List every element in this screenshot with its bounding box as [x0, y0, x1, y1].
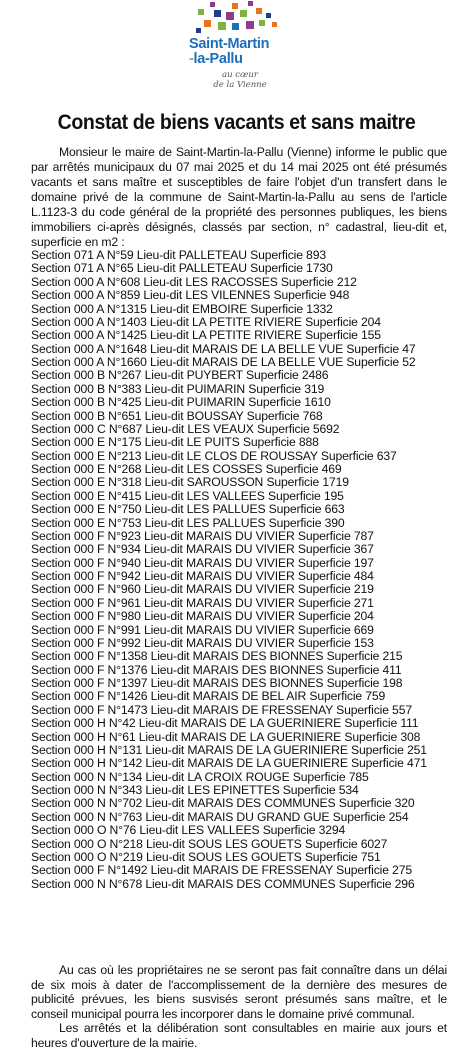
parcel-item: Section 000 B N°383 Lieu-dit PUIMARIN Superficie 319 — [31, 381, 325, 396]
parcel-item: Section 000 E N°753 Lieu-dit LES PALLUES Superficie 390 — [31, 515, 345, 530]
parcel-item: Section 000 F N°960 Lieu-dit MARAIS DU VIVIER Superficie 219 — [31, 582, 374, 597]
parcel-item: Section 000 F N°980 Lieu-dit MARAIS DU VIVIER Superficie 204 — [31, 609, 374, 624]
parcel-item: Section 000 E N°318 Lieu-dit SAROUSSON Superficie 1719 — [31, 475, 349, 490]
parcel-item: Section 000 F N°1426 Lieu-dit MARAIS DE BEL AIR Superficie 759 — [31, 689, 386, 704]
logo-line-2-text: la-Pallu — [193, 51, 243, 67]
parcel-item: Section 000 B N°425 Lieu-dit PUIMARIN Superficie 1610 — [31, 395, 331, 410]
intro-paragraph: Monsieur le maire de Saint-Martin-la-Pallu (Vienne) informe le public que par arrêtés municipaux du 07 mai 2025 et du 14 mai 2025 ont été présumés vacants et sans maître et susceptibles de faire l'objet d'un transfert dans le domaine privé de la commune de Saint-Martin-la-Pallu au sens de l'article L.1123-3 du code général de la propriété des personnes publiques, les biens immobiliers ci-après désignés, classés par section, n° cadastral, lieu-dit et, superficie en m2 : — [31, 145, 447, 249]
parcel-item: Section 000 F N°992 Lieu-dit MARAIS DU VIVIER Superficie 153 — [31, 635, 374, 650]
closing-paragraph-2: Les arrêtés et la délibération sont consultables en mairie aux jours et heures d'ouverture de la mairie. — [31, 1021, 447, 1050]
logo-tagline-1: au cœur — [222, 70, 258, 80]
parcel-item: Section 000 H N°142 Lieu-dit MARAIS DE LA GUERINIERE Superficie 471 — [31, 756, 427, 771]
parcel-item: Section 000 H N°131 Lieu-dit MARAIS DE LA GUERINIERE Superficie 251 — [31, 742, 427, 757]
logo-tagline-2: de la Vienne — [213, 80, 267, 90]
parcel-item: Section 000 F N°1473 Lieu-dit MARAIS DE FRESSENAY Superficie 557 — [31, 702, 412, 717]
parcel-item: Section 000 F N°923 Lieu-dit MARAIS DU VIVIER Superficie 787 — [31, 528, 374, 543]
parcel-item: Section 000 C N°687 Lieu-dit LES VEAUX Superficie 5692 — [31, 421, 340, 436]
parcel-item: Section 000 F N°940 Lieu-dit MARAIS DU VIVIER Superficie 197 — [31, 555, 374, 570]
parcel-item: Section 000 E N°750 Lieu-dit LES PALLUES Superficie 663 — [31, 502, 345, 517]
parcel-item: Section 000 A N°1315 Lieu-dit EMBOIRE Superficie 1332 — [31, 301, 333, 316]
parcel-item: Section 000 A N°1648 Lieu-dit MARAIS DE LA BELLE VUE Superficie 47 — [31, 341, 416, 356]
parcel-item: Section 000 B N°651 Lieu-dit BOUSSAY Superficie 768 — [31, 408, 323, 423]
parcel-item: Section 000 F N°1492 Lieu-dit MARAIS DE FRESSENAY Superficie 275 — [31, 863, 412, 878]
parcel-item: Section 000 F N°1397 Lieu-dit MARAIS DES BIONNES Superficie 198 — [31, 676, 403, 690]
parcel-item: Section 000 F N°942 Lieu-dit MARAIS DU VIVIER Superficie 484 — [31, 569, 374, 583]
parcel-item: Section 000 N N°678 Lieu-dit MARAIS DES COMMUNES Superficie 296 — [31, 876, 415, 891]
parcel-item: Section 000 F N°961 Lieu-dit MARAIS DU VIVIER Superficie 271 — [31, 595, 374, 610]
parcel-item: Section 000 F N°991 Lieu-dit MARAIS DU VIVIER Superficie 669 — [31, 622, 374, 637]
parcel-list — [31, 249, 461, 891]
parcel-item: Section 000 A N°1403 Lieu-dit LA PETITE RIVIERE Superficie 204 — [31, 314, 381, 329]
parcel-item: Section 000 F N°934 Lieu-dit MARAIS DU VIVIER Superficie 367 — [31, 542, 374, 557]
parcel-item: Section 000 N N°134 Lieu-dit LA CROIX ROUGE Superficie 785 — [31, 769, 369, 784]
logo-tagline — [205, 70, 275, 90]
parcel-item: Section 000 E N°415 Lieu-dit LES VALLEES Superficie 195 — [31, 488, 344, 503]
parcel-item: Section 071 A N°59 Lieu-dit PALLETEAU Superficie 893 — [31, 248, 326, 262]
parcel-item: Section 000 N N°702 Lieu-dit MARAIS DES COMMUNES Superficie 320 — [31, 796, 415, 811]
parcel-item: Section 000 O N°218 Lieu-dit SOUS LES GOUETS Superficie 6027 — [31, 836, 388, 851]
logo — [0, 0, 473, 110]
parcel-item: Section 000 E N°213 Lieu-dit LE CLOS DE ROUSSAY Superficie 637 — [31, 448, 397, 463]
parcel-item: Section 000 A N°1425 Lieu-dit LA PETITE RIVIERE Superficie 155 — [31, 328, 381, 343]
parcel-item: Section 000 A N°608 Lieu-dit LES RACOSSES Superficie 212 — [31, 274, 357, 289]
parcel-item: Section 071 A N°65 Lieu-dit PALLETEAU Superficie 1730 — [31, 261, 333, 276]
logo-wordmark — [189, 37, 289, 67]
parcel-item: Section 000 E N°175 Lieu-dit LE PUITS Superficie 888 — [31, 435, 319, 450]
closing-section — [31, 963, 447, 1050]
parcel-item: Section 000 A N°1660 Lieu-dit MARAIS DE LA BELLE VUE Superficie 52 — [31, 355, 416, 369]
logo-dash: - — [189, 51, 194, 67]
logo-line-2 — [189, 52, 289, 67]
parcel-item: Section 000 A N°859 Lieu-dit LES VILENNES Superficie 948 — [31, 288, 350, 303]
parcel-item: Section 000 B N°267 Lieu-dit PUYBERT Superficie 2486 — [31, 368, 329, 383]
closing-paragraph-1: Au cas où les propriétaires ne se seront pas fait connaître dans un délai de six mois à dater de l'accomplissement de la dernière des mesures de publicité prévues, les biens susvisés seront présumés sans maître, et le conseil municipal pourra les incorporer dans le domaine privé communal. — [31, 963, 447, 1021]
parcel-item: Section 000 F N°1376 Lieu-dit MARAIS DES BIONNES Superficie 411 — [31, 662, 402, 677]
parcel-item: Section 000 N N°763 Lieu-dit MARAIS DU GRAND GUE Superficie 254 — [31, 809, 409, 824]
parcel-item: Section 000 O N°219 Lieu-dit SOUS LES GOUETS Superficie 751 — [31, 849, 381, 864]
parcel-item: Section 000 E N°268 Lieu-dit LES COSSES Superficie 469 — [31, 462, 342, 476]
parcel-item: Section 000 O N°76 Lieu-dit LES VALLEES Superficie 3294 — [31, 823, 346, 838]
logo-line-1: Saint-Martin — [189, 36, 270, 52]
parcel-item: Section 000 H N°42 Lieu-dit MARAIS DE LA GUERINIERE Superficie 111 — [31, 716, 419, 731]
parcel-item: Section 000 F N°1358 Lieu-dit MARAIS DES BIONNES Superficie 215 — [31, 649, 403, 664]
parcel-item: Section 000 H N°61 Lieu-dit MARAIS DE LA GUERINIERE Superficie 308 — [31, 729, 421, 744]
parcel-item: Section 000 N N°343 Lieu-dit LES EPINETTES Superficie 534 — [31, 783, 359, 797]
page-title: Constat de biens vacants et sans maitre — [57, 111, 416, 134]
